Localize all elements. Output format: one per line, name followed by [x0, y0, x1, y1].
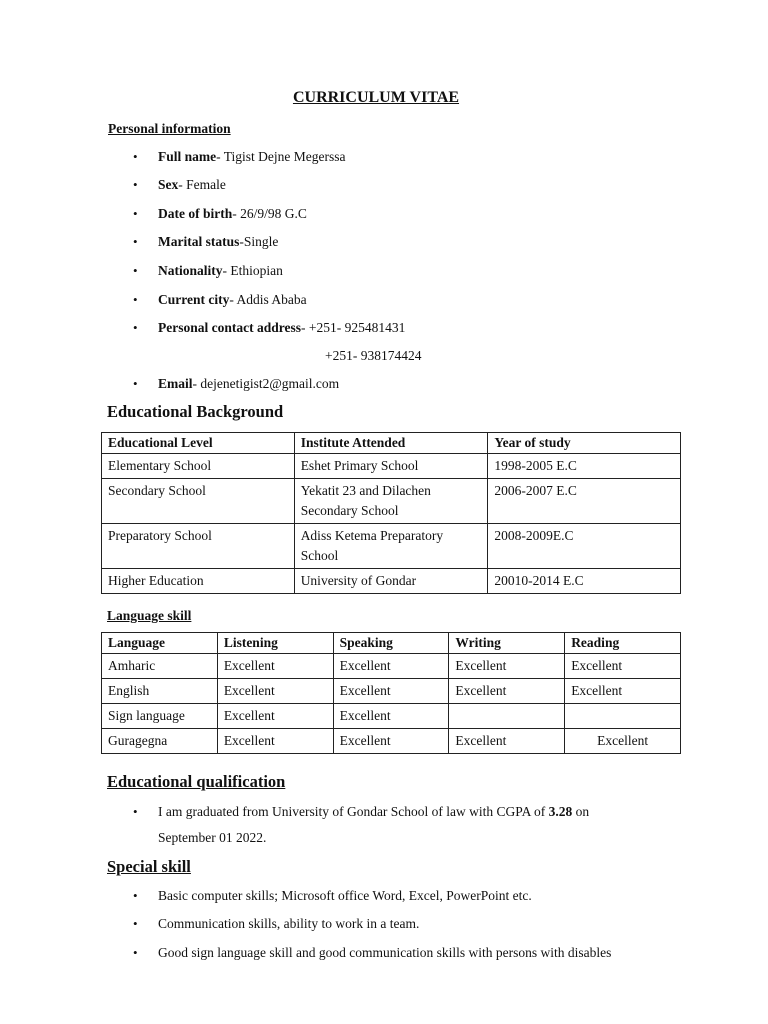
education-heading: Educational Background [107, 402, 284, 421]
bullet-icon: • [133, 263, 138, 278]
table-cell: Excellent [217, 654, 333, 679]
table-cell: Excellent [333, 729, 449, 754]
field-label: Date of birth [158, 206, 233, 221]
table-cell: Preparatory School [102, 524, 295, 569]
table-row [102, 454, 681, 479]
education-table [101, 432, 681, 594]
cv-title: CURRICULUM VITAE [292, 89, 460, 106]
field-value: - Female [178, 177, 226, 192]
field-label: Current city [158, 292, 230, 307]
table-cell: Excellent [333, 704, 449, 729]
bullet-icon: • [133, 234, 138, 249]
table-cell: 2008-2009E.C [488, 524, 681, 569]
special-skill-item: Basic computer skills; Microsoft office Word, Excel, PowerPoint etc. [158, 888, 532, 903]
field-label: Full name [158, 149, 217, 164]
bullet-icon: • [133, 945, 138, 960]
special-skill-heading: Special skill [107, 857, 191, 876]
table-cell: Excellent [217, 729, 333, 754]
table-cell: Elementary School [102, 454, 295, 479]
special-skill-item: Good sign language skill and good communication skills with persons with disables [158, 945, 612, 960]
personal-phone-2: +251- 938174424 [325, 348, 422, 363]
bullet-icon: • [133, 320, 138, 335]
qualification-text [158, 804, 589, 820]
table-cell: 1998-2005 E.C [488, 454, 681, 479]
table-cell: English [102, 679, 218, 704]
language-table [101, 632, 681, 754]
bullet-icon: • [133, 149, 138, 164]
field-label: Personal contact address [158, 320, 301, 335]
field-label: Email [158, 376, 193, 391]
qualification-text-part: I am graduated from University of Gondar School of law with CGPA of [158, 804, 549, 819]
table-header-cell: Institute Attended [294, 433, 488, 454]
table-row [102, 569, 681, 594]
table-cell: Higher Education [102, 569, 295, 594]
table-cell: Yekatit 23 and Dilachen Secondary School [294, 479, 488, 524]
table-row [102, 679, 681, 704]
table-cell [449, 704, 565, 729]
special-skill-item: Communication skills, ability to work in a team. [158, 916, 420, 931]
table-header-cell: Year of study [488, 433, 681, 454]
field-value: - Ethiopian [222, 263, 283, 278]
table-cell: Excellent [449, 654, 565, 679]
cgpa-value: 3.28 [548, 804, 573, 819]
table-header-row [102, 633, 681, 654]
table-cell: Excellent [449, 679, 565, 704]
table-header-row [102, 433, 681, 454]
table-cell [565, 704, 681, 729]
table-cell: Excellent [217, 679, 333, 704]
qualification-heading: Educational qualification [107, 772, 286, 791]
bullet-icon: • [133, 292, 138, 307]
field-value: - dejenetigist2@gmail.com [192, 376, 340, 391]
table-cell: Excellent [333, 679, 449, 704]
table-header-cell: Listening [217, 633, 333, 654]
table-cell: Secondary School [102, 479, 295, 524]
table-cell: University of Gondar [294, 569, 488, 594]
table-header-cell: Educational Level [102, 433, 295, 454]
table-cell: Guragegna [102, 729, 218, 754]
table-row [102, 729, 681, 754]
table-cell: 2006-2007 E.C [488, 479, 681, 524]
table-row [102, 479, 681, 524]
field-value: -Single [239, 234, 279, 249]
bullet-icon: • [133, 206, 138, 221]
qualification-date: September 01 2022. [158, 830, 267, 845]
table-cell: Adiss Ketema Preparatory School [294, 524, 488, 569]
field-label: Marital status [158, 234, 240, 249]
table-cell: Sign language [102, 704, 218, 729]
table-cell: 20010-2014 E.C [488, 569, 681, 594]
table-row [102, 654, 681, 679]
bullet-icon: • [133, 177, 138, 192]
table-cell: Eshet Primary School [294, 454, 488, 479]
table-header-cell: Speaking [333, 633, 449, 654]
personal-item-dob [158, 206, 307, 222]
personal-item-email [158, 376, 339, 392]
table-header-cell: Language [102, 633, 218, 654]
table-cell: Excellent [565, 729, 681, 754]
bullet-icon: • [133, 804, 138, 819]
field-value: - Addis Ababa [229, 292, 307, 307]
bullet-icon: • [133, 916, 138, 931]
field-value: - Tigist Dejne Megerssa [216, 149, 346, 164]
table-cell: Amharic [102, 654, 218, 679]
table-cell: Excellent [449, 729, 565, 754]
table-cell: Excellent [217, 704, 333, 729]
personal-item-city [158, 292, 307, 308]
field-label: Sex [158, 177, 179, 192]
table-cell: Excellent [565, 654, 681, 679]
field-value: - 26/9/98 G.C [232, 206, 307, 221]
table-header-cell: Writing [449, 633, 565, 654]
table-header-cell: Reading [565, 633, 681, 654]
field-label: Nationality [158, 263, 223, 278]
personal-item-nationality [158, 263, 283, 279]
personal-item-contact [158, 320, 405, 336]
table-row [102, 524, 681, 569]
bullet-icon: • [133, 376, 138, 391]
personal-item-marital [158, 234, 278, 250]
qualification-text-part: on [572, 804, 590, 819]
table-cell: Excellent [565, 679, 681, 704]
field-value: - +251- 925481431 [301, 320, 406, 335]
language-heading: Language skill [107, 608, 192, 623]
bullet-icon: • [133, 888, 138, 903]
personal-item-sex [158, 177, 226, 193]
table-row [102, 704, 681, 729]
personal-item-full-name [158, 149, 346, 165]
personal-info-heading: Personal information [108, 121, 231, 136]
table-cell: Excellent [333, 654, 449, 679]
